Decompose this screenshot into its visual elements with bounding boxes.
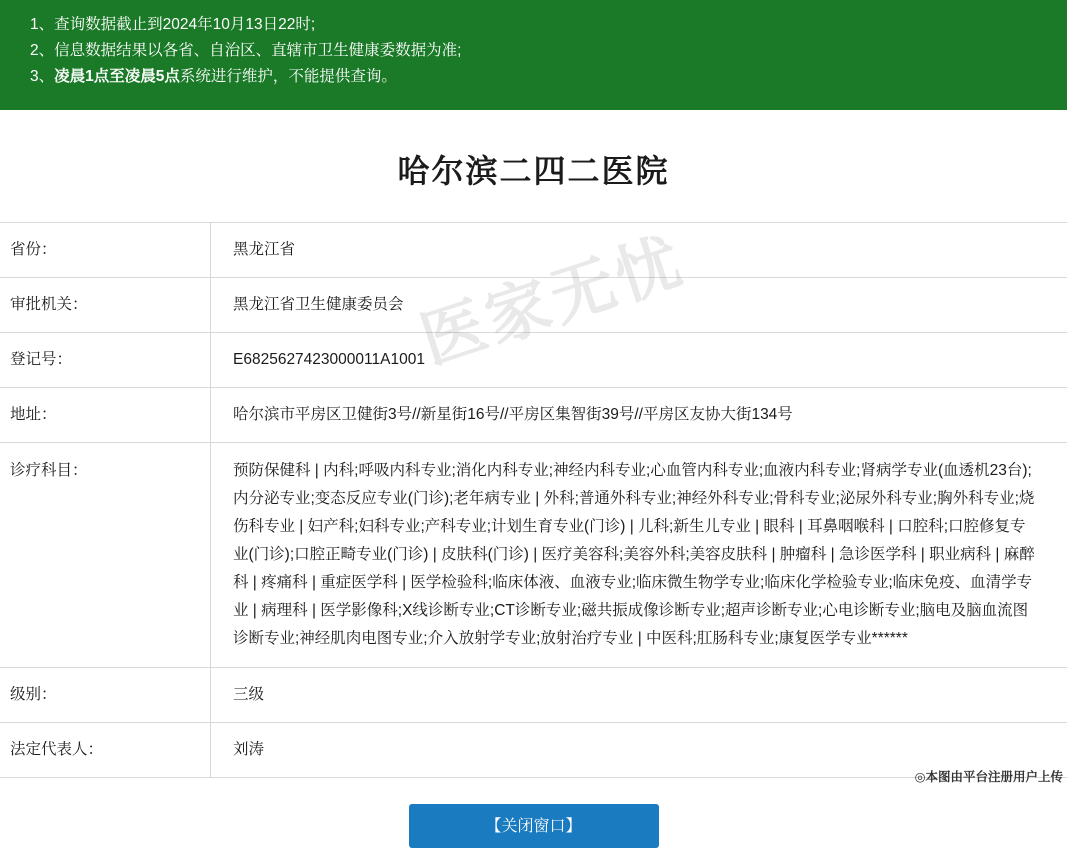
- notice-item-1-text: 查询数据截止到2024年10月13日22时;: [54, 16, 315, 33]
- field-value-address: 哈尔滨市平房区卫健街3号//新星街16号//平房区集智街39号//平房区友协大街134号: [211, 388, 1067, 443]
- watermark: 医家无忧: [407, 210, 694, 382]
- notice-item-2: [30, 38, 1067, 64]
- field-value-level: 三级: [211, 668, 1067, 723]
- field-value-approval-authority: 黑龙江省卫生健康委员会: [211, 278, 1067, 333]
- table-row: [0, 388, 1067, 443]
- field-label-level: 级别：: [0, 668, 211, 723]
- field-value-legal-representative: 刘涛: [211, 723, 1067, 778]
- notice-item-3: [30, 64, 1067, 90]
- page-title: 哈尔滨二四二医院: [0, 110, 1067, 222]
- notice-list: [30, 12, 1067, 90]
- table-row: [0, 668, 1067, 723]
- notice-item-3-number: 3、: [30, 64, 54, 90]
- table-row: [0, 278, 1067, 333]
- field-value-province: 黑龙江省: [211, 223, 1067, 278]
- field-label-registration-number: 登记号：: [0, 333, 211, 388]
- notice-item-3-highlight: 凌晨1点至凌晨5点: [54, 68, 180, 85]
- notice-item-1-number: 1、: [30, 12, 54, 38]
- table-row: [0, 723, 1067, 778]
- field-label-province: 省份：: [0, 223, 211, 278]
- hospital-info-table: [0, 222, 1067, 778]
- notice-item-2-number: 2、: [30, 38, 54, 64]
- field-label-legal-representative: 法定代表人：: [0, 723, 211, 778]
- notice-item-2-text: 信息数据结果以各省、自治区、直辖市卫生健康委数据为准;: [54, 42, 461, 59]
- table-row: [0, 223, 1067, 278]
- field-value-departments: 预防保健科 | 内科;呼吸内科专业;消化内科专业;神经内科专业;心血管内科专业;血液内科专业;肾病学专业(血透机23台);内分泌专业;变态反应专业(门诊);老年病专业 | 外科;普通外科专业;神经外科专业;骨科专业;泌尿外科专业;胸外科专业;烧伤科专业 | 妇产科;妇科专业;产科专业;计划生育专业(门诊) | 儿科;新生儿专业 | 眼科 | 耳鼻咽喉科 | 口腔科;口腔修复专业(门诊);口腔正畸专业(门诊) | 皮肤科(门诊) | 医疗美容科;美容外科;美容皮肤科 | 肿瘤科 | 急诊医学科 | 职业病科 | 麻醉科 | 疼痛科 | 重症医学科 | 医学检验科;临床体液、血液专业;临床微生物学专业;临床化学检验专业;临床免疫、血清学专业 | 病理科 | 医学影像科;X线诊断专业;CT诊断专业;磁共振成像诊断专业;超声诊断专业;心电诊断专业;脑电及脑血流图诊断专业;神经肌肉电图专业;介入放射学专业;放射治疗专业 | 中医科;肛肠科专业;康复医学专业******: [211, 443, 1067, 668]
- field-value-registration-number: E6825627423000011A1001: [211, 333, 1067, 388]
- field-label-approval-authority: 审批机关：: [0, 278, 211, 333]
- table-row: [0, 333, 1067, 388]
- field-label-address: 地址：: [0, 388, 211, 443]
- upload-credit: ◎本图由平台注册用户上传: [915, 767, 1063, 785]
- notice-bar: [0, 0, 1067, 110]
- field-label-departments: 诊疗科目：: [0, 443, 211, 668]
- notice-item-3-text: 系统进行维护，不能提供查询。: [180, 68, 397, 85]
- notice-item-1: [30, 12, 1067, 38]
- close-window-button[interactable]: 【关闭窗口】: [409, 804, 659, 848]
- table-row: [0, 443, 1067, 668]
